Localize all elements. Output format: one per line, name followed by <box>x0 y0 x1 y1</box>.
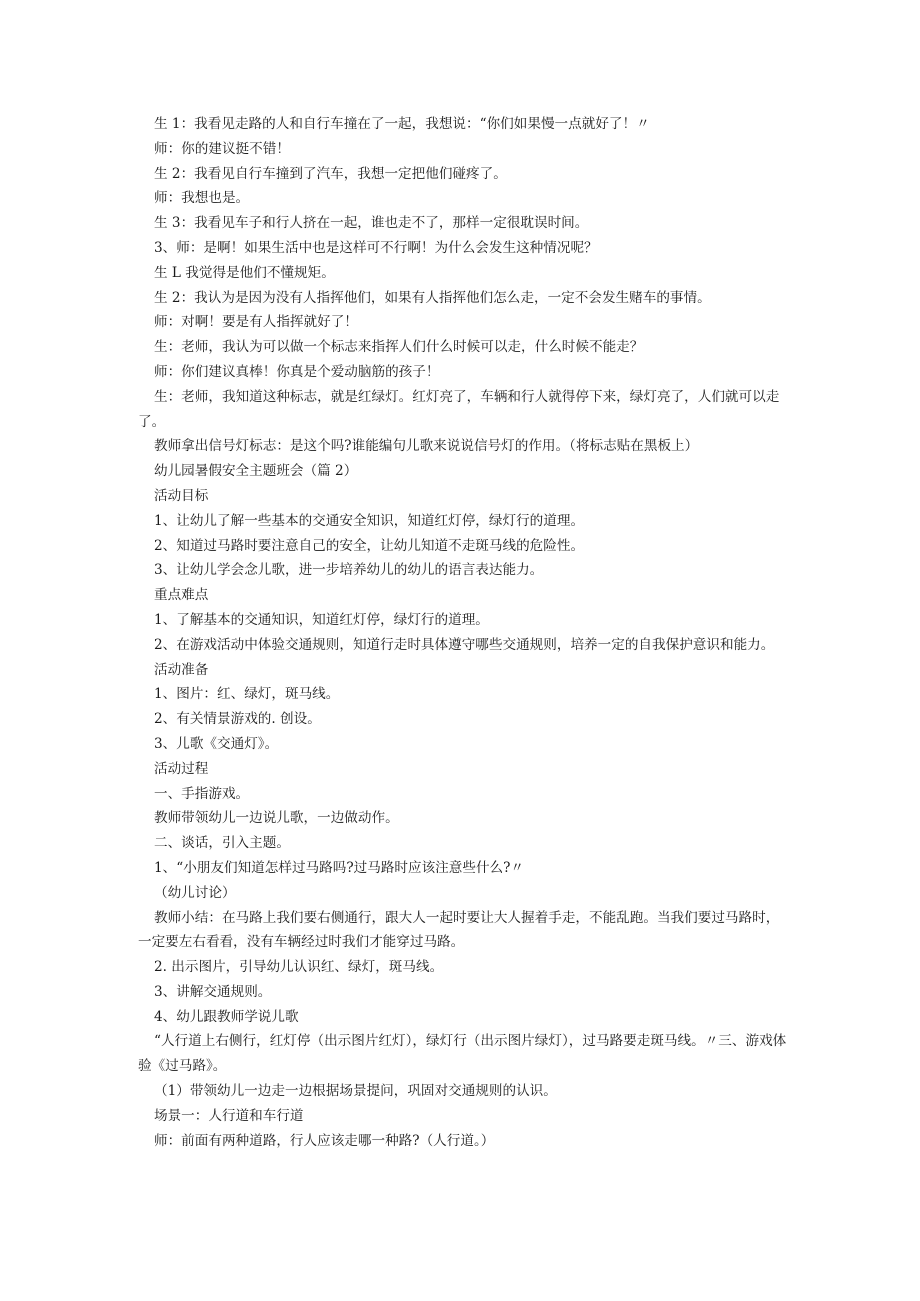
paragraph: 师：对啊！要是有人指挥就好了！ <box>154 314 358 331</box>
paragraph: 师：我想也是。 <box>154 190 250 207</box>
list-item: 二、谈话，引入主题。 <box>154 835 290 852</box>
paragraph: “人行道上右侧行，红灯停（出示图片红灯），绿灯行（出示图片绿灯），过马路要走斑马线。〃三、游戏体验《过马路》。 <box>138 1033 787 1075</box>
paragraph: 生 2：我认为是因为没有人指挥他们，如果有人指挥他们怎么走，一定不会发生赌车的事情。 <box>154 289 711 306</box>
paragraph: 场景一：人行道和车行道 <box>154 1107 304 1124</box>
section-heading: 重点难点 <box>154 587 209 604</box>
section-heading: 活动准备 <box>154 661 209 678</box>
list-item: 1、图片：红、绿灯，斑马线。 <box>154 686 340 703</box>
list-item: 一、手指游戏。 <box>154 785 250 802</box>
paragraph: 教师拿出信号灯标志：是这个吗?谁能编句儿歌来说说信号灯的作用。（将标志贴在黑板上） <box>154 438 699 455</box>
paragraph: 生：老师，我认为可以做一个标志来指挥人们什么时候可以走，什么时候不能走？ <box>154 339 644 356</box>
paragraph: 师：你们建议真棒！你真是个爱动脑筋的孩子！ <box>154 363 440 380</box>
paragraph: 生：老师，我知道这种标志，就是红绿灯。红灯亮了，车辆和行人就得停下来，绿灯亮了，人们就可以走了。 <box>138 388 780 430</box>
list-item: 3、讲解交通规则。 <box>154 983 272 1000</box>
paragraph: 生 3：我看见车子和行人挤在一起，谁也走不了，那样一定很耽误时间。 <box>154 215 589 232</box>
list-item: 3、让幼儿学会念儿歌，进一步培养幼儿的幼儿的语言表达能力。 <box>154 562 544 579</box>
section-title: 幼儿园暑假安全主题班会（篇 2） <box>154 463 358 480</box>
paragraph: 生 2：我看见自行车撞到了汽车，我想一定把他们碰疼了。 <box>154 165 507 182</box>
list-item: 1、了解基本的交通知识，知道红灯停，绿灯行的道理。 <box>154 611 489 628</box>
list-item: 3、儿歌《交通灯》。 <box>154 735 279 752</box>
list-item: 1、让幼儿了解一些基本的交通安全知识，知道红灯停，绿灯行的道理。 <box>154 512 585 529</box>
list-item: 1、“小朋友们知道怎样过马路吗?过马路时应该注意些什么?〃 <box>154 859 525 876</box>
list-item: 4、幼儿跟教师学说儿歌 <box>154 1008 299 1025</box>
list-item: 2、知道过马路时要注意自己的安全，让幼儿知道不走斑马线的危险性。 <box>154 537 585 554</box>
paragraph: 师：你的建议挺不错！ <box>154 140 290 157</box>
paragraph: 3、师：是啊！如果生活中也是这样可不行啊！为什么会发生这种情况呢？ <box>154 239 598 256</box>
paragraph: 师：前面有两种道路，行人应该走哪一种路?（人行道。） <box>154 1132 495 1149</box>
paragraph: 教师小结：在马路上我们要右侧通行，跟大人一起时要让大人握着手走，不能乱跑。当我们要过马路时，一定要左右看看，没有车辆经过时我们才能穿过马路。 <box>138 909 780 951</box>
paragraph: （幼儿讨论） <box>154 884 236 901</box>
list-item: （1）带领幼儿一边走一边根据场景提问，巩固对交通规则的认识。 <box>154 1083 557 1100</box>
list-item: 2、有关情景游戏的. 创设。 <box>154 711 321 728</box>
section-heading: 活动目标 <box>154 487 209 504</box>
list-item: 2、在游戏活动中体验交通规则，知道行走时具体遵守哪些交通规则，培养一定的自我保护意识和能力。 <box>154 636 775 653</box>
paragraph: 生 1：我看见走路的人和自行车撞在了一起，我想说：“你们如果慢一点就好了！〃 <box>154 116 650 132</box>
section-heading: 活动过程 <box>154 760 209 777</box>
list-item: 2. 出示图片，引导幼儿认识红、绿灯，斑马线。 <box>154 959 444 976</box>
paragraph: 生 L 我觉得是他们不懂规矩。 <box>154 264 335 281</box>
document-body <box>138 112 788 1153</box>
paragraph: 教师带领幼儿一边说儿歌，一边做动作。 <box>154 810 399 827</box>
